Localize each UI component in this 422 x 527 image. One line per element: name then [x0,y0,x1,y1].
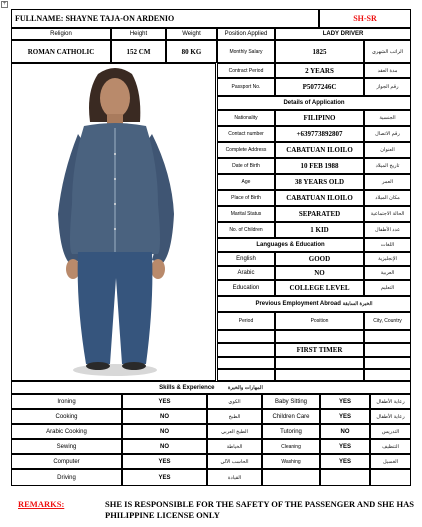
marital-status-value: SEPARATED [275,206,364,222]
contact-number-label: Contact number [217,126,275,142]
date-of-birth-arabic: تاريخ الميلاد [364,158,411,174]
skill-driving-label: Driving [11,469,122,486]
skill-arabic-cooking-arabic: الطبخ العربي [207,424,262,439]
employment-row-3-position [275,357,364,369]
skill-tutoring-label: Tutoring [262,424,320,439]
employment-section-title [217,296,411,312]
employment-period-header: Period [217,312,275,330]
table-move-handle-icon[interactable]: + [2,1,7,7]
employment-row-4-city [364,369,411,381]
remarks-text: SHE IS RESPONSIBLE FOR THE SAFETY OF THE PASSENGER AND SHE HAS PHILIPPINE LICENSE ONLY [105,499,414,520]
remarks-label: REMARKS: [18,499,65,509]
education-value: COLLEGE LEVEL [275,280,364,296]
children-count-value: 1 KID [275,222,364,238]
employment-row-3-city [364,357,411,369]
marital-status-arabic: الحالة الاجتماعية [364,206,411,222]
weight-value: 80 KG [166,40,217,63]
skill-cooking-value: NO [122,409,207,424]
address-value: CABATUAN ILOILO [275,142,364,158]
employment-city-header: City, Country [364,312,411,330]
skill-children-care-arabic: رعاية الأطفال [370,409,411,424]
skills-section-title [11,381,411,394]
date-of-birth-value: 10 FEB 1988 [275,158,364,174]
monthly-salary-value: 1825 [275,40,364,63]
contact-number-value: +639773892807 [275,126,364,142]
height-header: Height [111,28,166,40]
languages-section-title: Languages & Education [217,238,364,252]
employment-row-2-city [364,343,411,357]
skills-title-arabic: المهارات والخبرة [227,384,263,391]
employment-title-text: Previous Employment Abroad [255,301,341,307]
date-of-birth-label: Date of Birth [217,158,275,174]
height-value: 152 CM [111,40,166,63]
employment-position-header: Position [275,312,364,330]
children-count-arabic: عدد الأطفال [364,222,411,238]
skill-washing-value: YES [320,454,370,469]
english-arabic: الإنجليزية [364,252,411,266]
skill-baby-sitting-arabic: رعاية الأطفال [370,394,411,409]
applicant-photo [11,63,216,381]
nationality-label: Nationality [217,110,275,126]
contract-period-arabic: مدة العقد [364,63,411,78]
religion-header: Religion [11,28,111,40]
skill-baby-sitting-label: Baby Sitting [262,394,320,409]
skill-ironing-value: YES [122,394,207,409]
skill-tutoring-value: NO [320,424,370,439]
skill-arabic-cooking-label: Arabic Cooking [11,424,122,439]
employment-row-4-period [217,369,275,381]
skill-driving-value: YES [122,469,207,486]
place-of-birth-arabic: مكان الميلاد [364,190,411,206]
education-arabic: التعليم [364,280,411,296]
english-value: GOOD [275,252,364,266]
fullname-label: FULLNAME: [15,14,64,23]
fullname-value: SHAYNE TAJA-ON ARDENIO [65,14,175,23]
place-of-birth-label: Place of Birth [217,190,275,206]
details-section-title: Details of Application [217,96,411,110]
arabic-language-label: Arabic [217,266,275,280]
employment-row-1-position [275,330,364,343]
religion-value: ROMAN CATHOLIC [11,40,111,63]
skills-title-text: Skills & Experience [159,384,215,391]
age-label: Age [217,174,275,190]
skill-cleaning-value: YES [320,439,370,454]
skill-ironing-label: Ironing [11,394,122,409]
skill-children-care-label: Children Care [262,409,320,424]
skill-empty-value [320,469,370,486]
passport-value: P5077246C [275,78,364,96]
education-label: Education [217,280,275,296]
monthly-salary-label: Monthly Salary [217,40,275,63]
employment-row-1-city [364,330,411,343]
contract-period-label: Contract Period [217,63,275,78]
skill-tutoring-arabic: التدريس [370,424,411,439]
employment-title-arabic: الخبرة السابقة [342,301,373,307]
skill-sewing-label: Sewing [11,439,122,454]
contact-number-arabic: رقم الاتصال [364,126,411,142]
skill-driving-arabic: القيادة [207,469,262,486]
age-arabic: العمر [364,174,411,190]
skill-computer-arabic: الحاسب الآلي [207,454,262,469]
arabic-language-arabic: العربية [364,266,411,280]
skill-empty-arabic [370,469,411,486]
children-count-label: No. of Children [217,222,275,238]
address-arabic: العنوان [364,142,411,158]
applicant-figure-image [12,64,216,381]
skill-cleaning-arabic: التنظيف [370,439,411,454]
skill-ironing-arabic: الكوي [207,394,262,409]
contract-period-value: 2 YEARS [275,63,364,78]
skill-children-care-value: YES [320,409,370,424]
nationality-value: FILIPINO [275,110,364,126]
skill-washing-arabic: الغسيل [370,454,411,469]
skill-sewing-arabic: الخياطة [207,439,262,454]
employment-row-2-period [217,343,275,357]
skill-sewing-value: NO [122,439,207,454]
skill-washing-label: Washing [262,454,320,469]
skill-computer-label: Computer [11,454,122,469]
weight-header: Weight [166,28,217,40]
languages-section-arabic: اللغات [364,238,411,252]
skill-arabic-cooking-value: NO [122,424,207,439]
employment-row-1-period [217,330,275,343]
nationality-arabic: الجنسية [364,110,411,126]
applicant-code: SH-SR [319,9,411,28]
skill-cleaning-label: Cleaning [262,439,320,454]
skill-baby-sitting-value: YES [320,394,370,409]
fullname-cell [11,9,319,28]
employment-first-timer: FIRST TIMER [275,343,364,357]
passport-arabic: رقم الجواز [364,78,411,96]
skill-empty-label [262,469,320,486]
address-label: Complete Address [217,142,275,158]
place-of-birth-value: CABATUAN ILOILO [275,190,364,206]
skill-computer-value: YES [122,454,207,469]
position-header: Position Applied [217,28,275,40]
employment-row-4-position [275,369,364,381]
employment-row-3-period [217,357,275,369]
skill-cooking-label: Cooking [11,409,122,424]
passport-label: Passport No. [217,78,275,96]
position-value: LADY DRIVER [275,28,411,40]
monthly-salary-arabic: الراتب الشهري [364,40,411,63]
marital-status-label: Marital Status [217,206,275,222]
skill-cooking-arabic: الطبخ [207,409,262,424]
age-value: 38 YEARS OLD [275,174,364,190]
arabic-language-value: NO [275,266,364,280]
english-label: English [217,252,275,266]
